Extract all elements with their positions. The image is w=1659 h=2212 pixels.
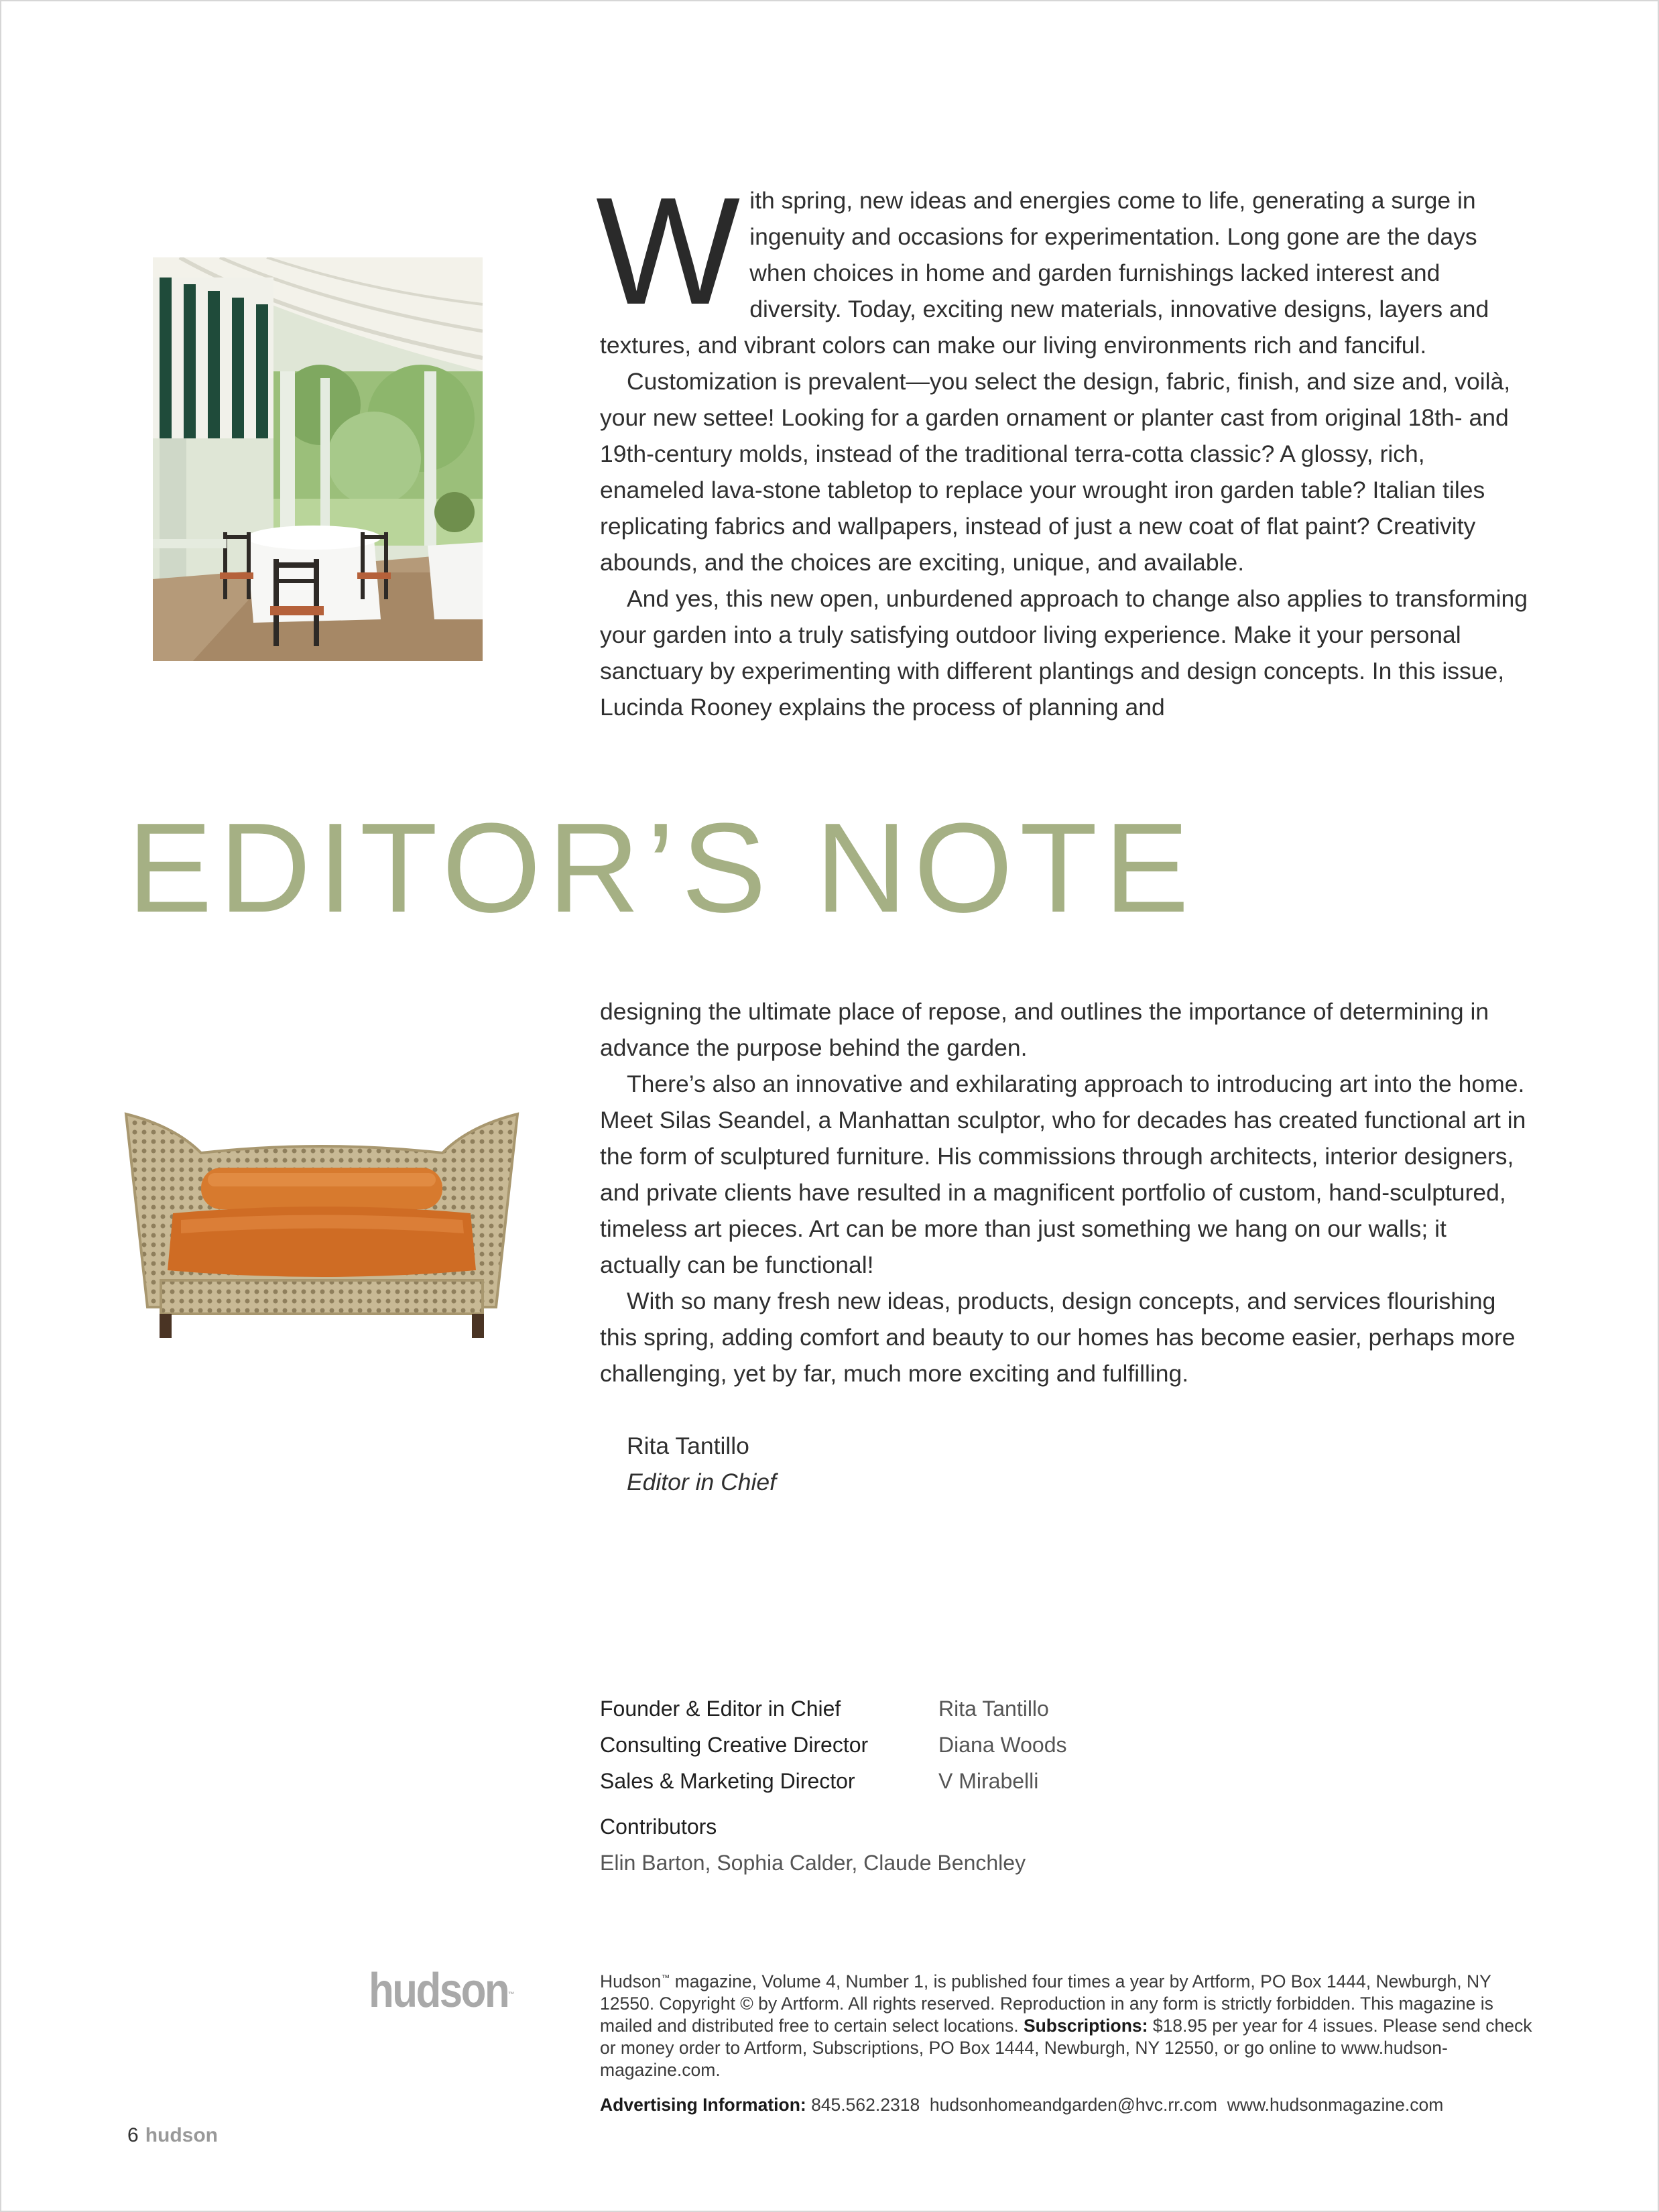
page-number: 6 <box>127 2124 139 2146</box>
contributors-label: Contributors <box>600 1815 717 1839</box>
article-paragraph: There’s also an innovative and exhilarating approach to introducing art into the home. Meet Silas Seandel, a Manhattan sculptor, who for decades has created functional art in the form of sculptured furniture. His commissions through architects, interior designers, and private clients have resulted in a magnificent portfolio of custom, hand-sculptured, timeless art pieces. Art can be more than just something we hang on our walls; it actually can be functional! <box>600 1070 1526 1278</box>
advertising-label: Advertising Information: <box>600 2095 806 2115</box>
colophon-body: magazine, Volume 4, Number 1, is published four times a year by Artform, PO Box 1444, Newburgh, NY 12550. Copyright © by Artform. All rights reserved. Reproduction in any form is strictly forbidden. This magazine is mailed and distributed free to certain select locations. <box>600 1971 1493 2036</box>
masthead-row <box>600 1763 1067 1799</box>
masthead-role: Founder & Editor in Chief <box>600 1697 841 1721</box>
article-paragraph: With so many fresh new ideas, products, design concepts, and services flourishing this spring, adding comfort and beauty to our homes has become easier, perhaps more challenging, yet by far, much more exciting and fulfilling. <box>600 1288 1516 1387</box>
subscriptions-body: $18.95 per year for 4 issues. Please send check or money order to Artform, Subscriptions, PO Box 1444, Newburgh, NY 12550, or go online to www.hudson-magazine.com. <box>600 2015 1532 2080</box>
article-column-bottom <box>600 993 1533 1392</box>
article-paragraph: Customization is prevalent—you select the design, fabric, finish, and size and, voilà, your new settee! Looking for a garden ornament or planter cast from original 18th- and 19th-century molds, instead of the traditional terra-cotta classic? A glossy, rich, enameled lava-stone tabletop to replace your wrought iron garden table? Italian tiles replicating fabrics and wallpapers, instead of just a new coat of flat paint? Creativity abounds, and the choices are exciting, unique, and available. <box>600 368 1511 576</box>
advertising-email[interactable]: hudsonhomeandgarden@hvc.rr.com <box>929 2095 1217 2115</box>
masthead-name: Diana Woods <box>938 1733 1067 1757</box>
porch-dining-photo <box>153 257 483 661</box>
advertising-info <box>600 2094 1443 2116</box>
folio-brand: hudson <box>145 2124 218 2146</box>
article-paragraph: And yes, this new open, unburdened approach to change also applies to transforming your garden into a truly satisfying outdoor living experience. Make it your personal sanctuary by experimenting with different plantings and design concepts. In this issue, Lucinda Rooney explains the process of planning and <box>600 585 1528 721</box>
masthead-row <box>600 1691 1067 1727</box>
signature-title: Editor in Chief <box>627 1469 776 1495</box>
colophon-tm: ™ <box>661 1973 670 1983</box>
article-paragraph: ith spring, new ideas and energies come to life, generating a surge in ingenuity and occasions for experimentation. Long gone are the days when choices in home and garden furnishings lacked interest and diversity. Today, exciting new materials, innovative designs, layers and textures, and vibrant colors can make our living environments rich and fanciful. <box>600 187 1489 359</box>
advertising-website[interactable]: www.hudsonmagazine.com <box>1227 2095 1444 2115</box>
masthead-role: Sales & Marketing Director <box>600 1769 855 1793</box>
masthead-row <box>600 1727 1067 1763</box>
drop-cap: W <box>596 166 741 336</box>
article-paragraph: designing the ultimate place of repose, and outlines the importance of determining in advance the purpose behind the garden. <box>600 998 1489 1061</box>
masthead-name: Rita Tantillo <box>938 1697 1049 1721</box>
colophon-name: Hudson <box>600 1971 662 1991</box>
article-column-top <box>596 166 1533 725</box>
hudson-logo <box>369 1964 515 2018</box>
colophon <box>600 1967 1533 2081</box>
logo-trademark: ™ <box>508 1991 515 1999</box>
signature-name: Rita Tantillo <box>627 1432 749 1459</box>
masthead-name: V Mirabelli <box>938 1769 1039 1793</box>
advertising-phone: 845.562.2318 <box>811 2095 920 2115</box>
page-title: EDITOR’S NOTE <box>127 797 1196 939</box>
page-folio <box>127 2122 218 2149</box>
logo-text: hudson <box>369 1964 509 2018</box>
masthead-role: Consulting Creative Director <box>600 1733 869 1757</box>
signature-block <box>627 1428 776 1500</box>
wicker-settee-photo <box>121 1099 523 1347</box>
masthead <box>600 1691 1067 1881</box>
contributors-list: Elin Barton, Sophia Calder, Claude Benchley <box>600 1851 1026 1875</box>
subscriptions-label: Subscriptions: <box>1023 2015 1148 2036</box>
